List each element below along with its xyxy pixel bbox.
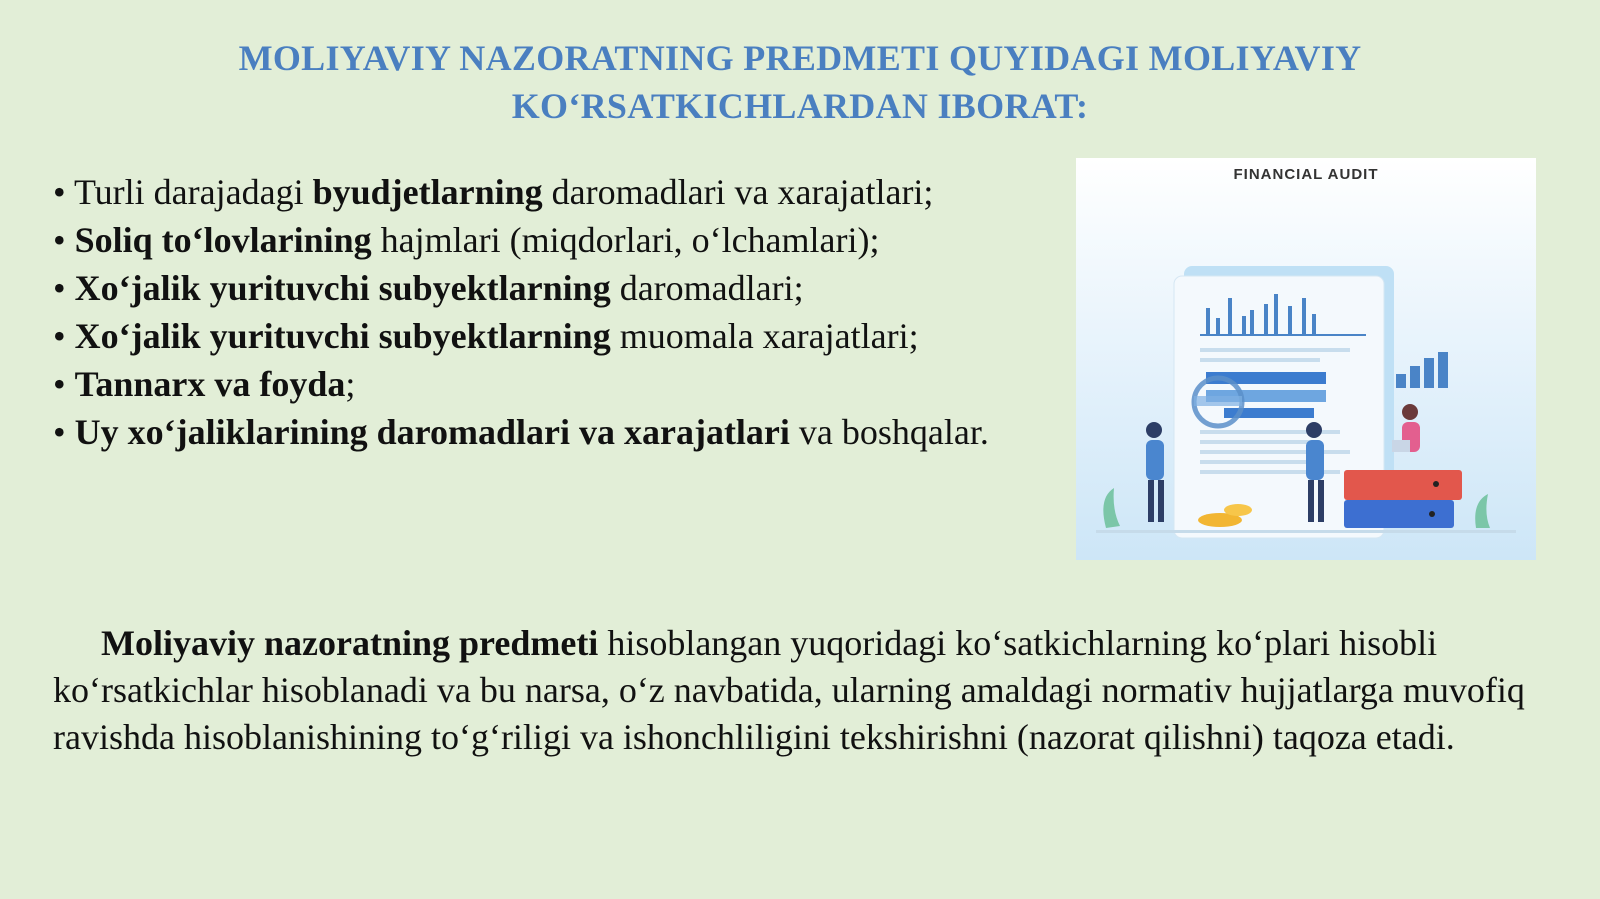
bullet-bold-text: Tannarx va foyda — [74, 364, 346, 404]
financial-audit-illustration — [1076, 158, 1536, 560]
bullet-item-cost-profit — [53, 360, 1043, 408]
slide-title — [100, 34, 1500, 130]
bullet-marker: • — [53, 316, 66, 356]
bullet-text — [66, 268, 75, 308]
bullet-marker: • — [53, 268, 66, 308]
slide-title-line-1: MOLIYAVIY NAZORATNING PREDMETI QUYIDAGI MOLIYAVIY — [238, 38, 1362, 78]
bullet-text: muomala xarajatlari; — [610, 316, 919, 356]
paragraph-bold-text: Moliyaviy nazoratning predmeti — [101, 623, 599, 663]
slide-title-line-2: KO‘RSATKICHLARDAN IBORAT: — [511, 86, 1089, 126]
financial-audit-image — [1076, 158, 1536, 560]
bullet-marker: • — [53, 220, 66, 260]
bullet-item-tax-payments — [53, 216, 1043, 264]
bullet-text: daromadlari va xarajatlari; — [542, 172, 934, 212]
bullet-text — [66, 316, 75, 356]
bullet-text: hajmlari (miqdorlari, o‘lchamlari); — [371, 220, 880, 260]
bullet-bold-text: byudjetlarning — [312, 172, 543, 212]
bullet-text: Turli darajadagi — [65, 172, 313, 212]
bullet-text: ; — [345, 364, 356, 404]
illustration-caption: FINANCIAL AUDIT — [1233, 166, 1379, 183]
bullet-bold-text: Xo‘jalik yurituvchi subyektlarning — [74, 268, 611, 308]
bullet-marker: • — [53, 172, 66, 212]
summary-paragraph — [53, 620, 1553, 761]
bullet-item-entity-expenses — [53, 312, 1043, 360]
bullet-item-entity-income — [53, 264, 1043, 312]
bullet-item-households — [53, 408, 1043, 456]
bullet-marker: • — [53, 412, 66, 452]
bullet-item-budgets — [53, 168, 1043, 216]
bullet-text — [66, 364, 75, 404]
bullet-text — [66, 412, 75, 452]
bullet-bold-text: Xo‘jalik yurituvchi subyektlarning — [74, 316, 611, 356]
bullet-bold-text: Uy xo‘jaliklarining daromadlari va xarajatlari — [74, 412, 790, 452]
bullet-marker: • — [53, 364, 66, 404]
bullet-list — [53, 168, 1043, 456]
bullet-text: va boshqalar. — [789, 412, 989, 452]
bullet-text — [66, 220, 75, 260]
paragraph-text: hisoblangan yuqoridagi ko‘satkichlarning ko‘plari hisobli ko‘rsatkichlar hisoblanadi va bu narsa, o‘z navbatida, ularning amaldagi normativ hujjatlarga muvofiq ravishda hisoblanishining to‘g‘riligi va ishonchliligini tekshirishni (nazorat qilishni) taqoza etadi. — [53, 623, 1525, 757]
bullet-bold-text: Soliq to‘lovlarining — [74, 220, 372, 260]
bullet-text: daromadlari; — [610, 268, 804, 308]
